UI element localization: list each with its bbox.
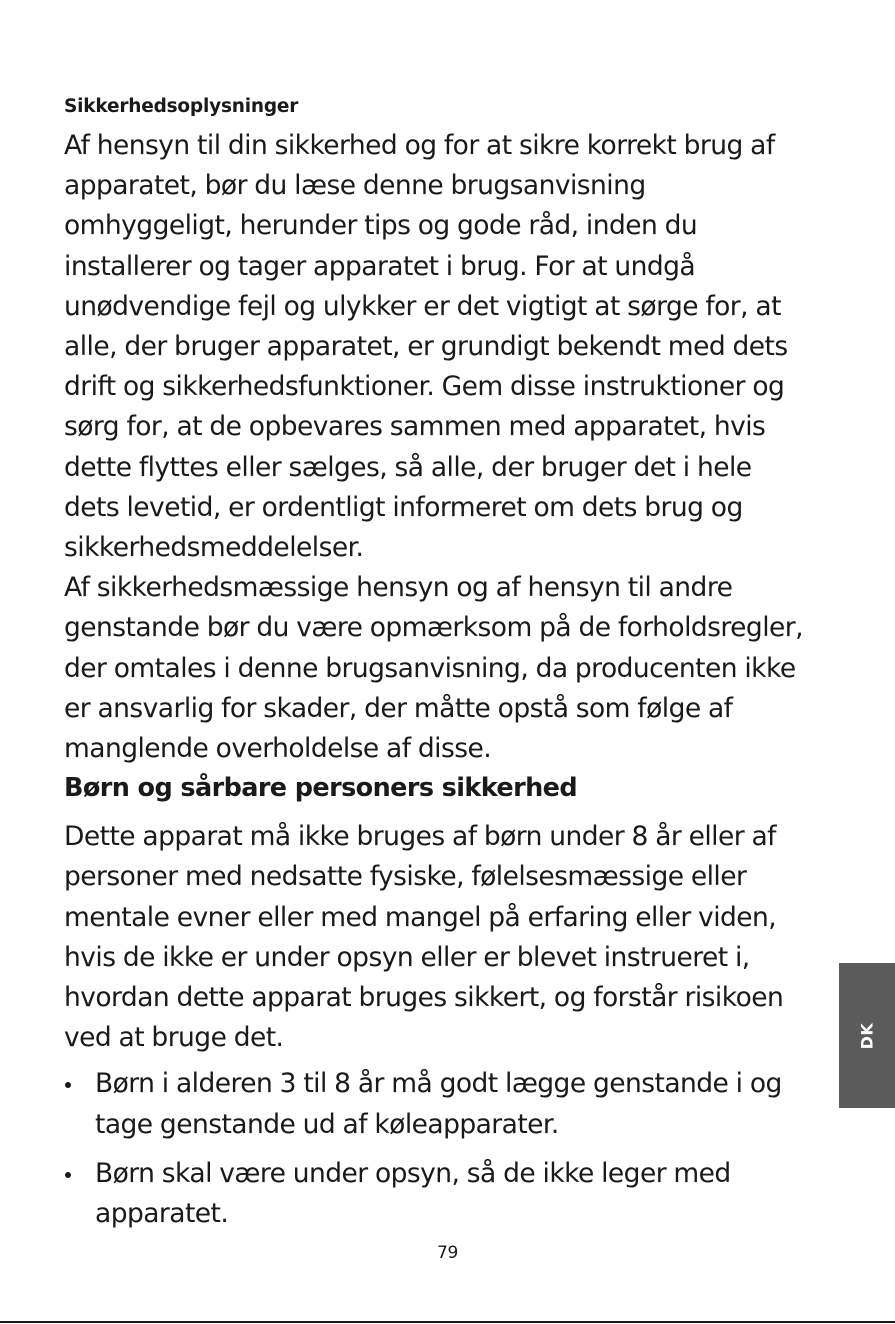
intro-line: alle, der bruger apparatet, er grundigt bekendt med dets bbox=[64, 331, 788, 363]
page-number: 79 bbox=[436, 1243, 459, 1263]
intro-line: apparatet, bør du læse denne brugsanvisning bbox=[64, 170, 646, 202]
manual-page-content bbox=[64, 92, 834, 1243]
bullet-icon bbox=[65, 1082, 71, 1088]
caution-line: Af sikkerhedsmæssige hensyn og af hensyn til andre bbox=[64, 572, 733, 604]
bullet-line: Børn i alderen 3 til 8 år må godt lægge genstande i og bbox=[95, 1068, 782, 1100]
caution-line: manglende overholdelse af disse. bbox=[64, 733, 492, 765]
bullet-icon bbox=[65, 1172, 71, 1178]
intro-line: Af hensyn til din sikkerhed og for at sikre korrekt brug af bbox=[64, 130, 775, 161]
caution-line: genstande bør du være opmærksom på de forholdsregler, bbox=[64, 612, 803, 644]
children-paragraph bbox=[64, 817, 834, 1058]
bottom-divider bbox=[0, 1321, 895, 1323]
children-line: Dette apparat må ikke bruges af børn under 8 år eller af bbox=[64, 821, 776, 853]
intro-line: unødvendige fejl og ulykker er det vigtigt at sørge for, at bbox=[64, 290, 781, 322]
language-tab-label: DK bbox=[857, 1022, 877, 1049]
bullet-line: tage genstande ud af køleapparater. bbox=[95, 1108, 559, 1140]
children-safety-heading: Børn og sårbare personers sikkerhed bbox=[64, 773, 578, 804]
caution-line: er ansvarlig for skader, der måtte opstå som følge af bbox=[64, 692, 733, 724]
bullet-line: apparatet. bbox=[95, 1198, 229, 1230]
intro-paragraph bbox=[64, 126, 834, 568]
caution-line: der omtales i denne brugsanvisning, da producenten ikke bbox=[64, 652, 796, 684]
intro-line: sørg for, at de opbevares sammen med apparatet, hvis bbox=[64, 411, 766, 443]
children-line: mentale evner eller med mangel på erfaring eller viden, bbox=[64, 901, 777, 933]
bullet-list bbox=[64, 1064, 834, 1234]
intro-line: sikkerhedsmeddelelser. bbox=[64, 532, 364, 564]
intro-line: omhyggeligt, herunder tips og gode råd, inden du bbox=[64, 210, 698, 242]
language-tab bbox=[839, 963, 895, 1108]
children-line: hvordan dette apparat bruges sikkert, og forstår risikoen bbox=[64, 982, 784, 1014]
intro-line: dets levetid, er ordentligt informeret om dets brug og bbox=[64, 491, 743, 523]
intro-line: drift og sikkerhedsfunktioner. Gem disse instruktioner og bbox=[64, 371, 785, 403]
bullet-line: Børn skal være under opsyn, så de ikke leger med bbox=[95, 1157, 731, 1189]
list-item bbox=[64, 1064, 834, 1144]
caution-paragraph bbox=[64, 568, 834, 769]
intro-line: dette flyttes eller sælges, så alle, der bruger det i hele bbox=[64, 451, 752, 483]
intro-line: installerer og tager apparatet i brug. For at undgå bbox=[64, 250, 696, 282]
list-item bbox=[64, 1154, 834, 1234]
children-line: ved at bruge det. bbox=[64, 1022, 284, 1054]
section-title: Sikkerhedsoplysninger bbox=[64, 96, 299, 117]
children-line: personer med nedsatte fysiske, følelsesmæssige eller bbox=[64, 861, 747, 893]
children-line: hvis de ikke er under opsyn eller er blevet instrueret i, bbox=[64, 941, 750, 973]
